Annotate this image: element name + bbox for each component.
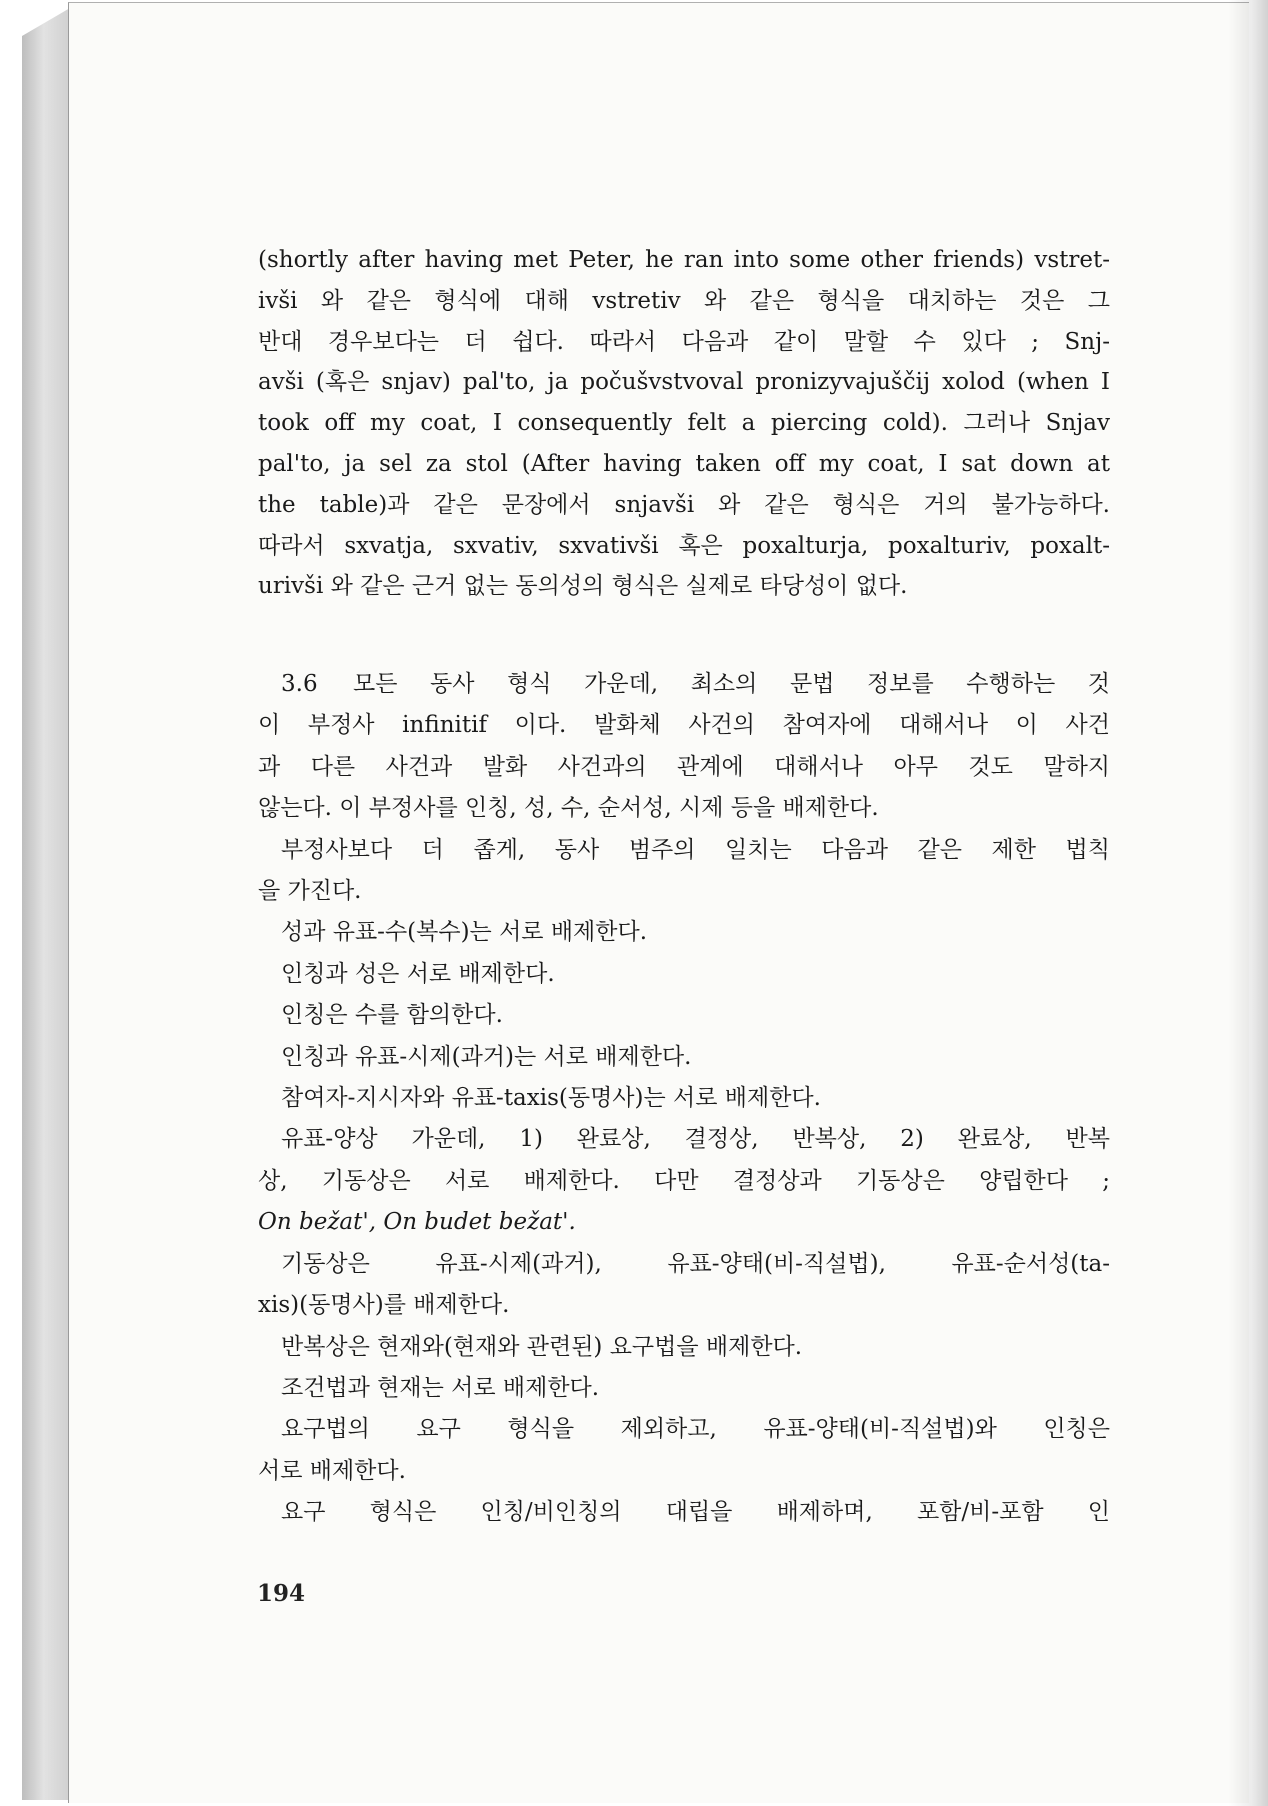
text-line: pal'to, ja sel za stol (After having taken off my coat, I sat down at [258,450,1110,477]
book-spine [22,8,70,1800]
rule-line: 인칭은 수를 함의한다. [281,1002,503,1029]
rule-line: 참여자-지시자와 유표-taxis(동명사)는 서로 배제한다. [281,1085,821,1112]
paragraph-continuation [258,240,1110,607]
rule-line: 유표-양상 가운데, 1) 완료상, 결정상, 반복상, 2) 완료상, 반복 [281,1126,1110,1153]
text-line: 않는다. 이 부정사를 인칭, 성, 수, 순서성, 시제 등을 배제한다. [258,795,879,822]
text-line: avši (혹은 snjav) pal'to, ja počušvstvoval pronizyvajuščij xolod (when I [258,369,1110,396]
section-first-line: 모든 동사 형식 가운데, 최소의 문법 정보를 수행하는 것 [353,671,1110,697]
text-line: 반대 경우보다는 더 쉽다. 따라서 다음과 같이 말할 수 있다 ; Snj- [258,328,1110,355]
section-3-6 [258,664,1110,1534]
rule-line: 인칭과 유표-시제(과거)는 서로 배제한다. [281,1043,692,1070]
rule-line: 요구 형식은 인칭/비인칭의 대립을 배제하며, 포함/비-포함 인 [281,1499,1110,1526]
rule-line: 반복상은 현재와(현재와 관련된) 요구법을 배제한다. [281,1333,803,1360]
text-line: 따라서 sxvatja, sxvativ, sxvativši 혹은 poxalturja, poxalturiv, poxalt- [258,532,1110,559]
text-line: 서로 배제한다. [258,1457,406,1484]
text-line: 상, 기동상은 서로 배제한다. 다만 결정상과 기동상은 양립한다 ; [258,1167,1110,1194]
example-line: On bežat', On budet bežat'. [258,1209,576,1236]
text-line: (shortly after having met Peter, he ran into some other friends) vstret- [258,247,1110,273]
text-line: 이 부정사 infinitif 이다. 발화체 사건의 참여자에 대해서나 이 사건 [258,712,1110,739]
section-heading-line [258,664,1110,705]
page-edge-shadow [1228,0,1268,1806]
text-line: the table)과 같은 문장에서 snjavši 와 같은 형식은 거의 불가능하다. [258,491,1110,518]
text-line: took off my coat, I consequently felt a piercing cold). 그러나 Snjav [258,410,1110,437]
text-line: 부정사보다 더 좁게, 동사 범주의 일치는 다음과 같은 제한 법칙 [281,836,1110,863]
text-line: urivši 와 같은 근거 없는 동의성의 형식은 실제로 타당성이 없다. [258,573,908,600]
rule-line: 성과 유표-수(복수)는 서로 배제한다. [281,919,648,946]
text-line: ivši 와 같은 형식에 대해 vstretiv 와 같은 형식을 대치하는 것은 그 [258,287,1110,314]
page-number: 194 [257,1580,306,1607]
text-line: 과 다른 사건과 발화 사건과의 관계에 대해서나 아무 것도 말하지 [258,753,1110,780]
text-line: xis)(동명사)를 배제한다. [258,1292,510,1319]
text-line: 을 가진다. [258,878,362,905]
rule-line: 인칭과 성은 서로 배제한다. [281,960,555,987]
section-number: 3.6 [281,671,318,697]
rule-line: 조건법과 현재는 서로 배제한다. [281,1374,600,1401]
rule-line: 기동상은 유표-시제(과거), 유표-양태(비-직설법), 유표-순서성(ta- [281,1250,1110,1277]
rule-line: 요구법의 요구 형식을 제외하고, 유표-양태(비-직설법)와 인칭은 [281,1416,1110,1443]
